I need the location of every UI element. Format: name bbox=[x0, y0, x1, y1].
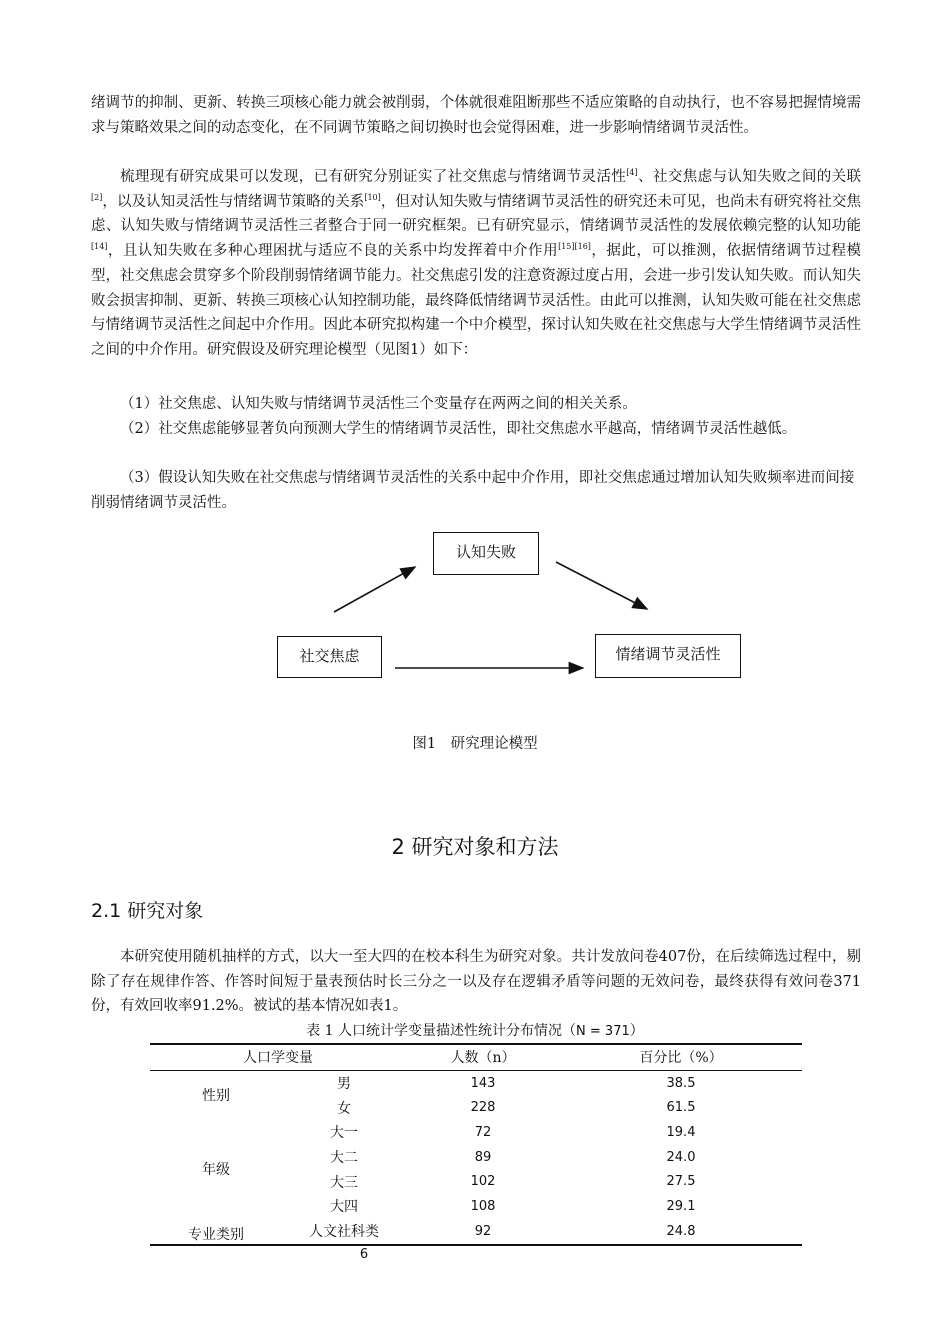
outcome-label: 情绪调节灵活性 bbox=[615, 645, 721, 663]
row-count: 89 bbox=[474, 1149, 492, 1165]
hypothesis-2: （2）社交焦虑能够显著负向预测大学生的情绪调节灵活性，即社交焦虑水平越高，情绪调节灵活性越低。 bbox=[120, 421, 797, 437]
row-label: 大一 bbox=[330, 1125, 358, 1142]
table-title bbox=[0, 1020, 950, 1040]
row-label: 男 bbox=[337, 1076, 351, 1093]
row-label: 人文社科类 bbox=[309, 1224, 379, 1241]
group-major: 专业类别 bbox=[188, 1226, 244, 1243]
row-count: 108 bbox=[470, 1198, 496, 1214]
row-count: 228 bbox=[470, 1100, 496, 1116]
header-variable: 人口学变量 bbox=[243, 1050, 313, 1067]
row-count: 92 bbox=[474, 1223, 492, 1239]
citation: [14] bbox=[91, 242, 108, 252]
row-percent: 38.5 bbox=[666, 1075, 696, 1091]
paragraph-text: ，且认知失败在多种心理困扰与适应不良的关系中均发挥着中介作用 bbox=[107, 243, 559, 260]
row-percent: 61.5 bbox=[666, 1100, 696, 1116]
row-percent: 19.4 bbox=[666, 1124, 696, 1140]
paragraph-text: ，但对认知失败与情绪调节灵活性的研究还未可见，也尚未有研究将社交焦虑、认知失败与情绪调节灵活性三者整合于同一研究框架。已有研究显示，情绪调节灵活性的发展依赖完整的认知功能 bbox=[91, 193, 861, 235]
page-number: 6 bbox=[359, 1247, 369, 1262]
table-row bbox=[150, 1070, 802, 1095]
row-count: 72 bbox=[474, 1124, 492, 1140]
table-title-suffix: ） bbox=[629, 1023, 644, 1039]
row-label: 女 bbox=[337, 1100, 351, 1117]
section-heading: 2 研究对象和方法 bbox=[391, 835, 559, 859]
group-grade: 年级 bbox=[202, 1162, 230, 1179]
citation: [4] bbox=[626, 168, 638, 177]
arrow-predictor-to-mediator bbox=[334, 567, 415, 612]
citation: [10] bbox=[364, 192, 381, 202]
row-count: 143 bbox=[470, 1075, 496, 1091]
row-label: 大四 bbox=[330, 1199, 358, 1216]
arrow-mediator-to-outcome bbox=[556, 562, 647, 609]
citation: [2] bbox=[91, 192, 103, 202]
paragraph-text: ，据此，可以推测，依据情绪调节过程模型，社交焦虑会贯穿多个阶段削弱情绪调节能力。社交焦虑引发的注意资源过度占用，会进一步引发认知失败。而认知失败会损害抑制、更新、转换三项核心认知控制功能，最终降低情绪调节灵活性。由此可以推测，认知失败可能在社交焦虑与情绪调节灵活性之间起中介作用。因此本研究拟构建一个中介模型，探讨认知失败在社交焦虑与大学生情绪调节灵活性之间的中介作用。研究假设及研究理论模型（见图1）如下： bbox=[91, 243, 862, 358]
citation: [15][16] bbox=[558, 242, 591, 252]
paragraph-continuation: 绪调节的抑制、更新、转换三项核心能力就会被削弱，个体就很难阻断那些不适应策略的自动执行，也不容易把握情境需求与策略效果之间的动态变化，在不同调节策略之间切换时也会觉得困难，进一步影响情绪调节灵活性。 bbox=[91, 95, 861, 136]
row-percent: 24.0 bbox=[666, 1149, 696, 1165]
table-title-n: N = 371 bbox=[576, 1024, 630, 1039]
mediator-box bbox=[433, 532, 539, 575]
paragraph-participants: 本研究使用随机抽样的方式，以大一至大四的在校本科生为研究对象。共计发放问卷407份，在后续筛选过程中，剔除了存在规律作答、作答时间短于量表预估时长三分之一以及存在逻辑矛盾等问题的无效问卷，最终获得有效问卷371份，有效回收率91.2%。被试的基本情况如表1。 bbox=[91, 949, 861, 1015]
predictor-box bbox=[277, 636, 382, 678]
header-percent: 百分比（%） bbox=[639, 1050, 723, 1067]
table-row bbox=[150, 1219, 802, 1245]
outcome-box bbox=[595, 634, 741, 678]
row-label: 大二 bbox=[330, 1150, 358, 1167]
row-label: 大三 bbox=[330, 1174, 358, 1191]
table-header-row bbox=[150, 1044, 802, 1070]
header-count: 人数（n） bbox=[450, 1050, 516, 1067]
hypothesis-3: （3）假设认知失败在社交焦虑与情绪调节灵活性的关系中起中介作用，即社交焦虑通过增加认知失败频率进而间接削弱情绪调节灵活性。 bbox=[91, 470, 855, 511]
table-title-prefix: 表 1 人口统计学变量描述性统计分布情况（ bbox=[306, 1023, 577, 1039]
paragraph-text: 梳理现有研究成果可以发现，已有研究分别证实了社交焦虑与情绪调节灵活性 bbox=[120, 169, 627, 185]
table-row bbox=[150, 1120, 802, 1145]
hypothesis-1: （1）社交焦虑、认知失败与情绪调节灵活性三个变量存在两两之间的相关关系。 bbox=[120, 396, 637, 412]
row-percent: 27.5 bbox=[666, 1174, 696, 1190]
predictor-label: 社交焦虑 bbox=[299, 647, 360, 665]
subsection-heading: 2.1 研究对象 bbox=[91, 900, 204, 922]
figure-caption: 图1 研究理论模型 bbox=[412, 736, 538, 752]
demographics-table bbox=[150, 1043, 802, 1246]
row-percent: 24.8 bbox=[666, 1223, 696, 1239]
row-count: 102 bbox=[470, 1174, 496, 1190]
paragraph-text: 、社交焦虑与认知失败之间的关联 bbox=[637, 169, 862, 185]
row-percent: 29.1 bbox=[666, 1198, 696, 1214]
paragraph-text: ，以及认知灵活性与情绪调节策略的关系 bbox=[102, 193, 365, 210]
mediator-label: 认知失败 bbox=[455, 543, 516, 561]
group-gender: 性别 bbox=[202, 1088, 230, 1105]
